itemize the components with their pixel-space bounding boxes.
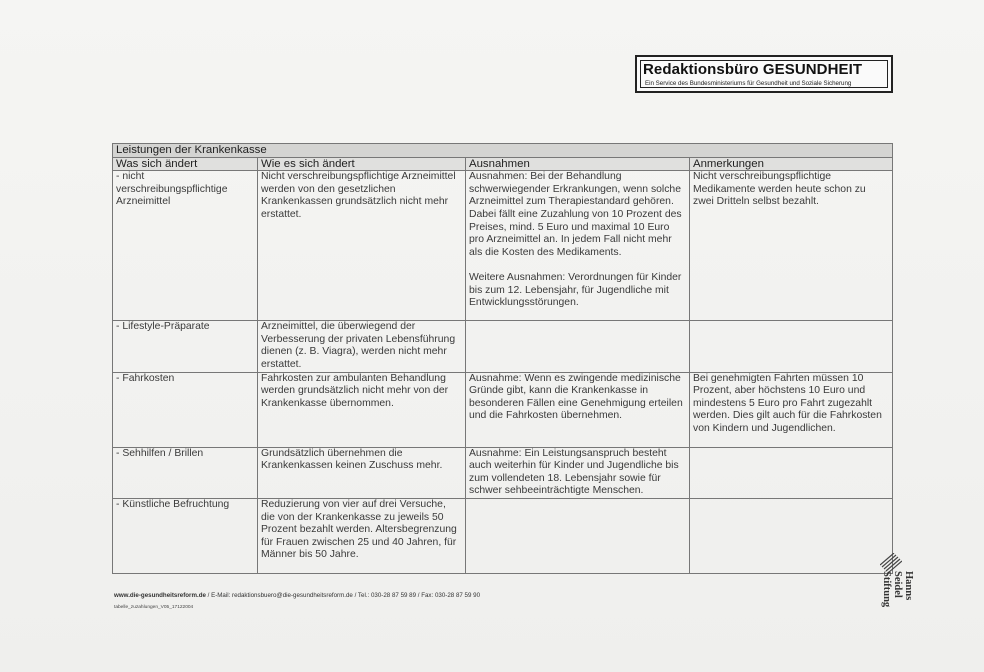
stripes-icon	[880, 553, 902, 573]
footer-contact-text: / E-Mail: redaktionsbuero@die-gesundheitsreform.de / Tel.: 030-28 87 59 89 / Fax: 030-28 87 59 90	[205, 592, 481, 599]
cell-notes	[690, 498, 893, 573]
table-row	[113, 171, 893, 321]
cell-what: - Fahrkosten	[113, 372, 258, 447]
logo-subtitle: Ein Service des Bundesministeriums für Gesundheit und Soziale Sicherung	[645, 80, 852, 87]
cell-notes: Nicht verschreibungspflichtige Medikamente werden heute schon zu zwei Dritteln selbst bezahlt.	[690, 171, 893, 321]
logo-title: Redaktionsbüro GESUNDHEIT	[643, 61, 863, 78]
header-exceptions: Ausnahmen	[466, 157, 690, 171]
cell-notes: Bei genehmigten Fahrten müssen 10 Prozent, aber höchstens 10 Euro und mindestens 5 Euro pro Fahrt zugezahlt werden. Dies gilt auch für die Fahrkosten von Kindern und Jugendlichen.	[690, 372, 893, 447]
cell-exceptions	[466, 321, 690, 372]
table-caption: Leistungen der Krankenkasse	[113, 144, 893, 158]
cell-notes	[690, 447, 893, 498]
table-row	[113, 321, 893, 372]
header-how: Wie es sich ändert	[258, 157, 466, 171]
redaktionsbuero-logo	[635, 55, 893, 93]
cell-how: Nicht verschreibungspflichtige Arzneimittel werden von den gesetzlichen Krankenkassen grundsätzlich nicht mehr erstattet.	[258, 171, 466, 321]
cell-what: - Sehhilfen / Brillen	[113, 447, 258, 498]
cell-exceptions: Ausnahme: Ein Leistungsanspruch besteht auch weiterhin für Kinder und Jugendliche bis zum vollendeten 18. Lebensjahr sowie für schwer sehbeeinträchtigte Menschen.	[466, 447, 690, 498]
cell-what: - Lifestyle-Präparate	[113, 321, 258, 372]
header-notes: Anmerkungen	[690, 157, 893, 171]
table-row	[113, 447, 893, 498]
header-what: Was sich ändert	[113, 157, 258, 171]
cell-what: - Künstliche Befruchtung	[113, 498, 258, 573]
cell-how: Fahrkosten zur ambulanten Behandlung werden grundsätzlich nicht mehr von der Krankenkasse übernommen.	[258, 372, 466, 447]
table-row	[113, 372, 893, 447]
hanns-seidel-stiftung-logo	[872, 553, 918, 623]
table-row	[113, 498, 893, 573]
cell-how: Reduzierung von vier auf drei Versuche, die von der Krankenkasse zu jeweils 50 Prozent bezahlt werden. Altersbegrenzung für Frauen zwischen 25 und 40 Jahren, für Männer bis 50 Jahre.	[258, 498, 466, 573]
seal-line-2: Seidel	[892, 571, 903, 598]
footer-document-code: tabelle_zuzahlungen_V05_17122004	[114, 605, 194, 610]
footer-contact	[114, 592, 480, 599]
cell-how: Arzneimittel, die überwiegend der Verbesserung der privaten Lebensführung dienen (z. B. Viagra), werden nicht mehr erstattet.	[258, 321, 466, 372]
cell-exceptions: Ausnahmen: Bei der Behandlung schwerwiegender Erkrankungen, wenn solche Arzneimittel zum Therapiestandard gehören. Dabei fällt eine Zuzahlung von 10 Prozent des Preises, mind. 5 Euro und maximal 10 Euro pro Arzneimittel an. In jedem Fall nicht mehr als die Kosten des Medikaments. Weitere Ausnahmen: Verordnungen für Kinder bis zum 12. Lebensjahr, für Jugendliche mit Entwicklungsstörungen.	[466, 171, 690, 321]
cell-exceptions: Ausnahme: Wenn es zwingende medizinische Gründe gibt, kann die Krankenkasse in besonderen Fällen eine Genehmigung erteilen und die Fahrkosten übernehmen.	[466, 372, 690, 447]
cell-what: - nicht verschreibungspflichtige Arzneimittel	[113, 171, 258, 321]
cell-how: Grundsätzlich übernehmen die Krankenkassen keinen Zuschuss mehr.	[258, 447, 466, 498]
cell-exceptions	[466, 498, 690, 573]
seal-line-1: Hanns	[903, 571, 914, 601]
benefits-table	[112, 143, 893, 574]
footer-website-link[interactable]: www.die-gesundheitsreform.de	[114, 592, 206, 599]
seal-text	[881, 571, 914, 641]
cell-notes	[690, 321, 893, 372]
seal-line-3: Stiftung	[881, 571, 892, 608]
